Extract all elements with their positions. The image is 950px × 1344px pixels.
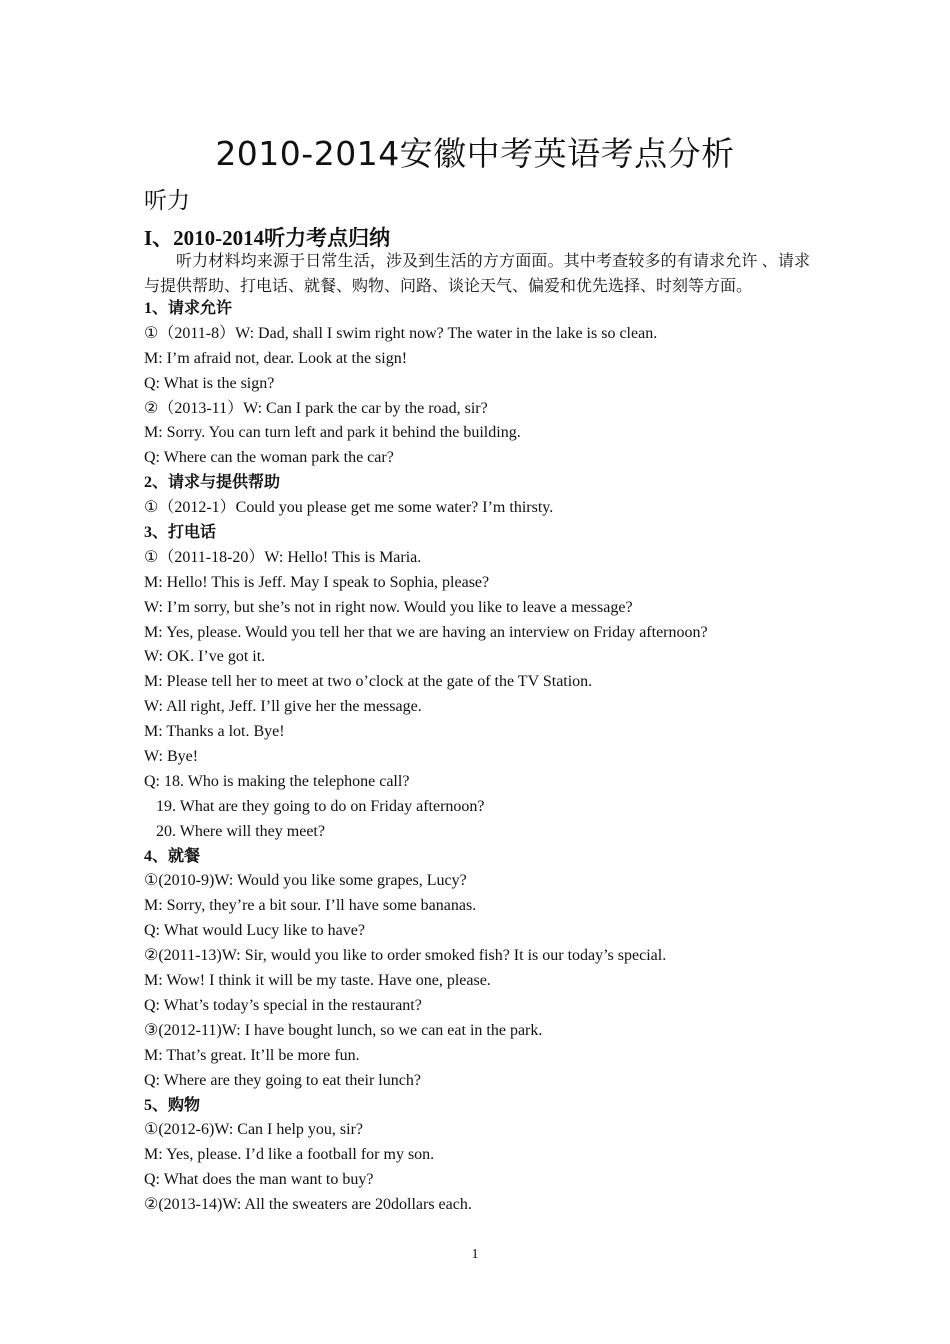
topic-heading: 4、就餐	[144, 847, 201, 865]
dialogue-line: Q: Where are they going to eat their lunch?	[144, 1071, 421, 1089]
dialogue-line: W: I’m sorry, but she’s not in right now. Would you like to leave a message?	[144, 598, 633, 616]
dialogue-line: Q: 18. Who is making the telephone call?	[144, 772, 410, 790]
dialogue-line: Q: What is the sign?	[144, 374, 275, 392]
dialogue-line: M: Wow! I think it will be my taste. Have one, please.	[144, 972, 491, 990]
dialogue-line: M: I’m afraid not, dear. Look at the sign!	[144, 349, 408, 367]
topic-heading: 3、打电话	[144, 524, 217, 542]
dialogue-line: 20. Where will they meet?	[156, 822, 325, 840]
dialogue-line: M: Yes, please. I’d like a football for my son.	[144, 1146, 435, 1164]
page-number: 1	[471, 1247, 479, 1262]
dialogue-line: ①（2012-1）Could you please get me some water? I’m thirsty.	[144, 499, 554, 517]
dialogue-line: ②(2013-14)W: All the sweaters are 20dollars each.	[144, 1196, 472, 1214]
dialogue-line: ①（2011-18-20）W: Hello! This is Maria.	[144, 548, 422, 566]
dialogue-line: ①(2010-9)W: Would you like some grapes, Lucy?	[144, 872, 467, 890]
topic-heading: 5、购物	[144, 1096, 201, 1114]
dialogue-line: ①(2012-6)W: Can I help you, sir?	[144, 1121, 364, 1139]
dialogue-line: Q: Where can the woman park the car?	[144, 449, 394, 467]
dialogue-line: Q: What does the man want to buy?	[144, 1171, 374, 1189]
content-lines	[144, 297, 824, 1218]
dialogue-line: ②(2011-13)W: Sir, would you like to order smoked fish? It is our today’s special.	[144, 947, 667, 965]
dialogue-line: W: All right, Jeff. I’ll give her the message.	[144, 698, 422, 716]
section-heading: 听力	[144, 188, 190, 214]
dialogue-line: W: OK. I’ve got it.	[144, 648, 266, 666]
topic-heading: 1、请求允许	[144, 300, 233, 317]
dialogue-line: M: That’s great. It’ll be more fun.	[144, 1046, 360, 1064]
dialogue-line: M: Sorry, they’re a bit sour. I’ll have some bananas.	[144, 897, 477, 915]
dialogue-line: M: Yes, please. Would you tell her that we are having an interview on Friday afternoon?	[144, 623, 708, 641]
dialogue-line: Q: What would Lucy like to have?	[144, 922, 365, 940]
dialogue-line: W: Bye!	[144, 748, 199, 766]
dialogue-line: M: Please tell her to meet at two o’clock at the gate of the TV Station.	[144, 673, 593, 691]
dialogue-line: M: Sorry. You can turn left and park it behind the building.	[144, 424, 521, 442]
dialogue-line: ③(2012-11)W: I have bought lunch, so we can eat in the park.	[144, 1021, 543, 1039]
document-title: 2010-2014安徽中考英语考点分析	[215, 134, 735, 173]
dialogue-line: ①（2011-8）W: Dad, shall I swim right now? The water in the lake is so clean.	[144, 324, 658, 342]
dialogue-line: ②（2013-11）W: Can I park the car by the road, sir?	[144, 399, 488, 417]
dialogue-line: M: Thanks a lot. Bye!	[144, 723, 285, 741]
dialogue-line: 19. What are they going to do on Friday afternoon?	[156, 797, 485, 815]
subsection-heading: I、2010-2014听力考点归纳	[144, 226, 391, 250]
dialogue-line: M: Hello! This is Jeff. May I speak to Sophia, please?	[144, 573, 490, 591]
topic-heading: 2、请求与提供帮助	[144, 474, 281, 492]
dialogue-line: Q: What’s today’s special in the restaurant?	[144, 996, 422, 1014]
intro-paragraph: 听力材料均来源于日常生活，涉及到生活的方方面面。其中考查较多的有请求允许 、请求与提供帮助、打电话、就餐、购物、问路、谈论天气、偏爱和优先选择、时刻等方面。	[144, 253, 810, 295]
